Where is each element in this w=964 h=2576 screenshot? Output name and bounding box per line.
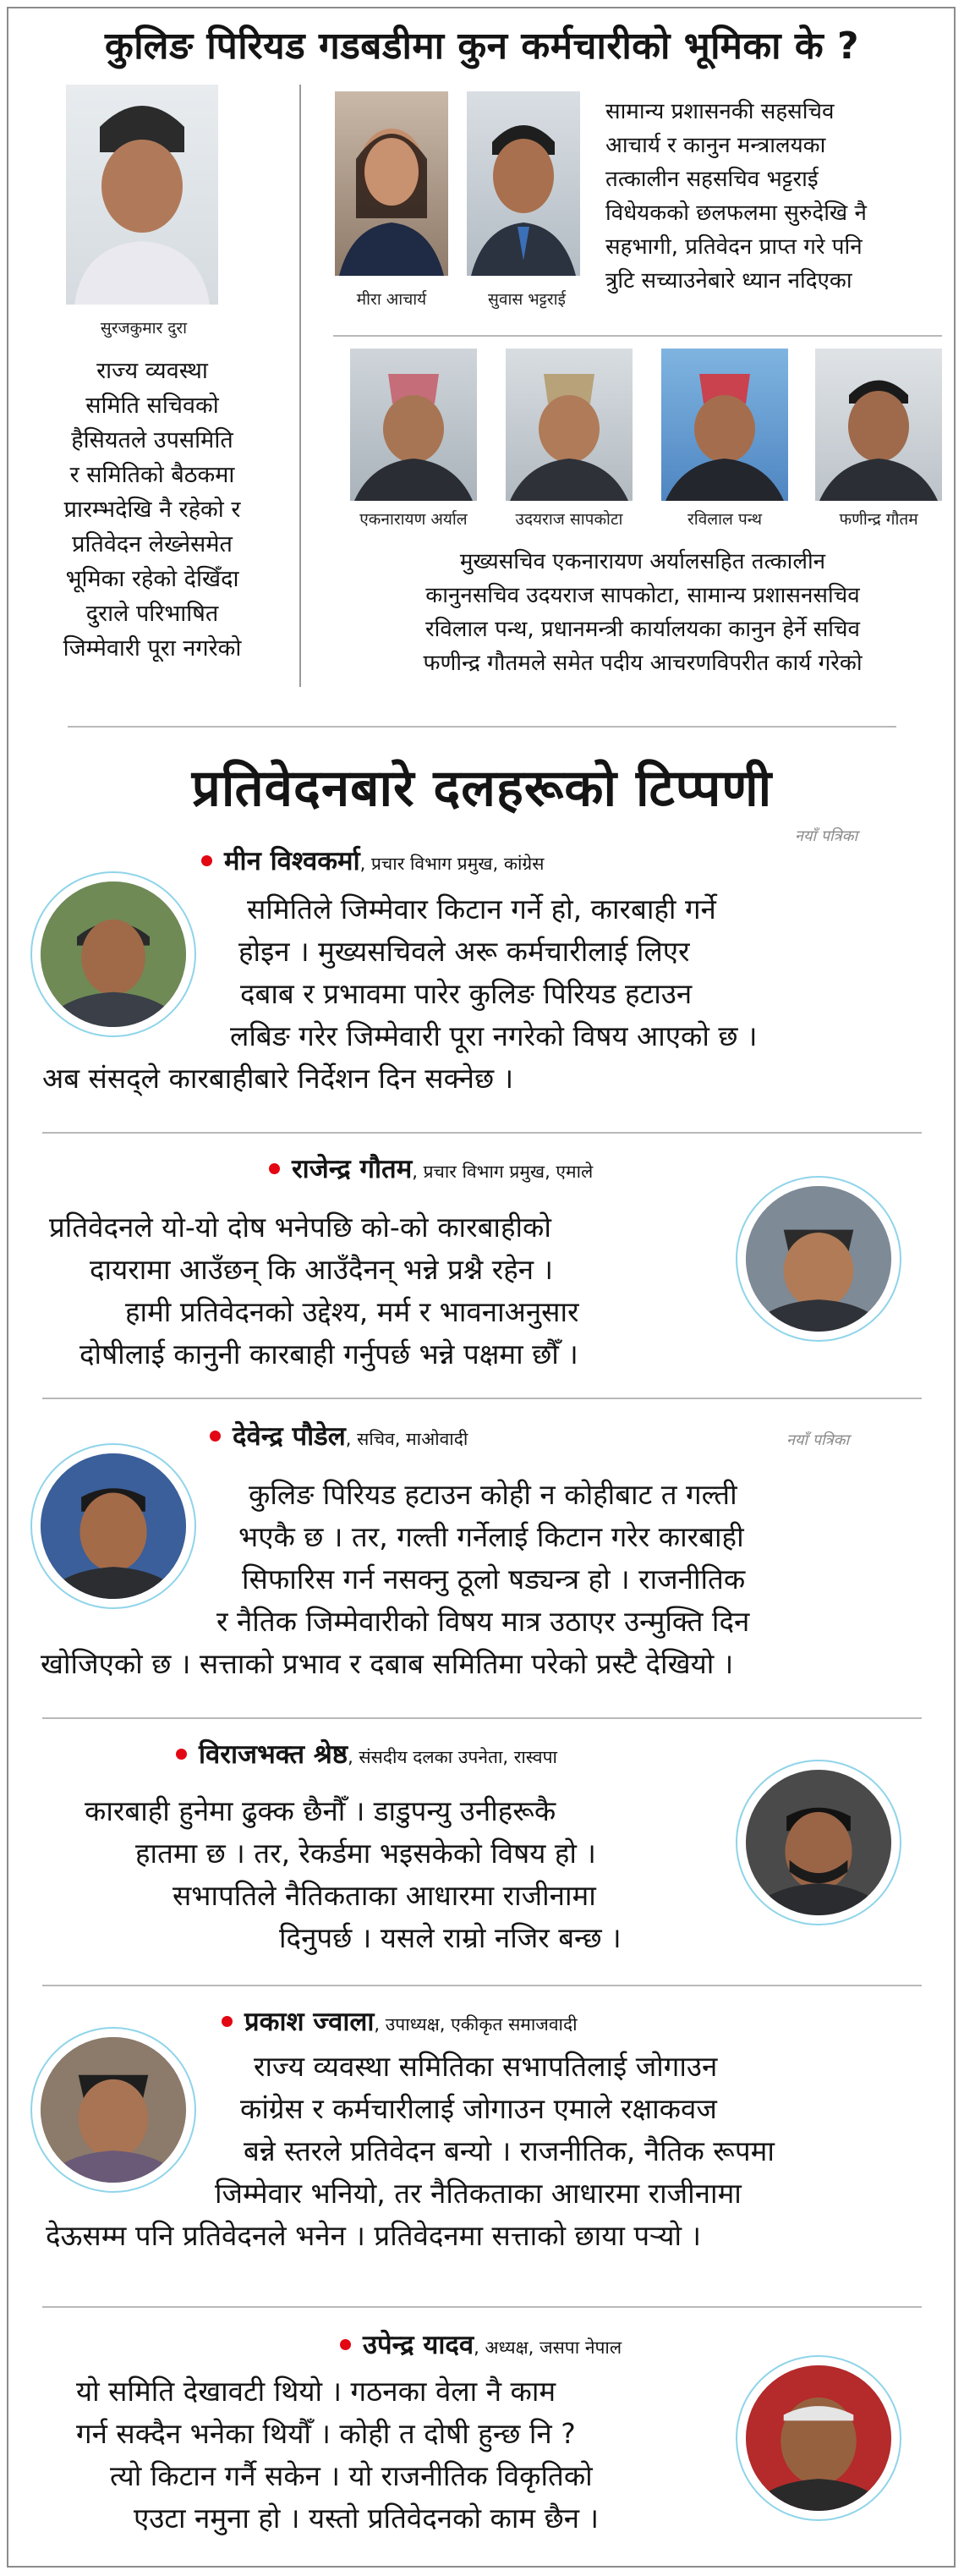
quote-line: र नैतिक जिम्मेवारीको विषय मात्र उठाएर उन्मुक्ति दिन [216, 1605, 750, 1638]
commenter-heading [222, 2003, 578, 2039]
commenter-role: , उपाध्यक्ष, एकीकृत समाजवादी [374, 2014, 578, 2035]
quote-line: होइन । मुख्यसचिवले अरू कर्मचारीलाई लिएर [238, 935, 690, 968]
comment-quote [51, 1790, 744, 1959]
text-line: सहभागी, प्रतिवेदन प्राप्त गरे पनि [605, 234, 863, 260]
bullet-dot [201, 855, 212, 866]
quote-line: जिम्मेवार भनियो, तर नैतिकताका आधारमा राजीनामा [215, 2177, 742, 2210]
portrait-photo-subas-bhattarai [467, 91, 580, 276]
caption-meera-acharya: मीरा आचार्य [356, 290, 427, 309]
caption-eknarayan-aryal: एकनारायण अर्याल [359, 510, 468, 529]
quote-line: सभापतिले नैतिकताका आधारमा राजीनामा [173, 1879, 596, 1912]
quote-line: अब संसद्‌ले कारबाहीबारे निर्देशन दिन सक्नेछ । [42, 1062, 514, 1095]
commenter-heading [269, 1151, 593, 1186]
text-line: प्रारम्भदेखि नै रहेको र [63, 497, 241, 523]
portrait-photo-suraj-dura [66, 85, 218, 305]
commenter-heading [210, 1418, 468, 1453]
photo-credit: नयाँ पत्रिका [786, 1431, 850, 1449]
text-line: आचार्य र कानुन मन्त्रालयका [605, 133, 826, 158]
commenter-photo-circle [736, 1176, 901, 1342]
quote-line: दायरामा आउँछन् कि आउँदैनन् भन्ने प्रश्नै रहेन । [90, 1253, 554, 1286]
quote-line: यो समिति देखावटी थियो । गठनका वेला नै काम [76, 2375, 556, 2408]
quote-line: बन्ने स्तरले प्रतिवेदन बन्यो । राजनीतिक, नैतिक रूपमा [244, 2134, 775, 2167]
portrait-photo-phanindra-gautam [815, 349, 942, 501]
commenter-name: राजेन्द्र गौतम [292, 1154, 413, 1184]
quote-line: हामी प्रतिवेदनको उद्देश्य, मर्म र भावनाअनुसार [125, 1295, 579, 1328]
quote-line: गर्न सक्दैन भनेका थियौँ । कोही त दोषी हुन्छ नि ? [76, 2417, 576, 2450]
commenter-heading [176, 1736, 557, 1771]
commenter-role: , प्रचार विभाग प्रमुख, कांग्रेस [359, 854, 545, 874]
text-line: र समितिको बैठकमा [69, 462, 235, 488]
caption-rabilal-panth: रविलाल पन्थ [687, 510, 762, 529]
quote-line: त्यो किटान गर्नै सकेन । यो राजनीतिक विकृतिको [110, 2459, 593, 2492]
text-line: राज्य व्यवस्था [96, 358, 208, 384]
quote-line: खोजिएको छ । सत्ताको प्रभाव र दबाब समितिमा परेको प्रस्टै देखियो । [41, 1647, 734, 1680]
comment-divider [42, 1398, 922, 1399]
text-line: सामान्य प्रशासनकी सहसचिव [605, 99, 835, 124]
quote-line: समितिले जिम्मेवार किटान गर्ने हो, कारबाही गर्ने [247, 893, 716, 925]
text-line: जिम्मेवारी पूरा नगरेको [63, 635, 242, 662]
comment-divider [42, 1985, 922, 1986]
caption-udayaraj-sapkota: उदयराज सापकोटा [515, 510, 623, 529]
comment-quote [52, 2370, 746, 2540]
caption-phanindra-gautam: फणीन्द्र गौतम [839, 510, 918, 529]
text-line: मुख्यसचिव एकनारायण अर्यालसहित तत्कालीन [459, 549, 826, 574]
quote-line: लबिङ गरेर जिम्मेवारी पूरा नगरेको विषय आएको छ । [230, 1019, 758, 1052]
bullet-dot [340, 2339, 351, 2350]
quote-line: एउटा नमुना हो । यस्तो प्रतिवेदनको काम छैन । [134, 2502, 600, 2535]
commenter-name: विराजभक्त श्रेष्ठ [199, 1739, 348, 1770]
commenter-role: , संसदीय दलका उपनेता, रास्वपा [348, 1747, 557, 1767]
page-headline: कुलिङ पिरियड गडबडीमा कुन कर्मचारीको भूमिका के ? [104, 25, 860, 68]
caption-suraj-dura: सुरजकुमार दुरा [100, 319, 188, 338]
text-line: समिति सचिवको [85, 393, 219, 419]
commenter-name: प्रकाश ज्वाला [244, 2007, 375, 2037]
commenter-role: , अध्यक्ष, जसपा नेपाल [474, 2337, 622, 2358]
quote-line: राज्य व्यवस्था समितिका सभापतिलाई जोगाउन [254, 2050, 718, 2083]
quote-line: दोषीलाई कानुनी कारबाही गर्नुपर्छ भन्ने पक्षमा छौँ । [79, 1337, 578, 1370]
comment-quote [37, 888, 934, 1100]
comment-divider [42, 2306, 922, 2308]
photo-credit: नयाँ पत्रिका [795, 827, 858, 845]
bullet-dot [210, 1431, 221, 1442]
left-panel-text [17, 354, 288, 666]
quote-line: सिफारिस गर्न नसक्नु ठूलो षड्यन्त्र हो । राजनीतिक [242, 1563, 746, 1596]
text-line: त्रुटि सच्याउनेबारे ध्यान नदिएका [605, 268, 852, 294]
text-line: भूमिका रहेको देखिँदा [65, 566, 239, 592]
quote-line: दिनुपर्छ । यसले राम्रो नजिर बन्छ । [279, 1921, 622, 1954]
commenter-name: उपेन्द्र यादव [363, 2330, 474, 2360]
comment-divider [42, 1132, 922, 1134]
comment-divider [42, 1717, 922, 1719]
caption-subas-bhattarai: सुवास भट्टराई [488, 290, 566, 309]
section-title: प्रतिवेदनबारे दलहरूको टिप्पणी [191, 759, 773, 818]
bullet-dot [222, 2016, 233, 2027]
commenter-name: देवेन्द्र पौडेल [233, 1421, 346, 1452]
comment-quote [41, 2046, 937, 2257]
commenter-photo-circle [736, 2355, 901, 2521]
quote-line: भएकै छ । तर, गल्ती गर्नेलाई किटान गरेर कारबाही [238, 1520, 744, 1553]
quote-line: कारबाही हुनेमा ढुक्क छैनौँ । डाडुपन्यु उनीहरूकै [85, 1794, 556, 1827]
portrait-photo-rabilal-panth [661, 349, 788, 501]
bullet-dot [176, 1749, 187, 1760]
quote-line: हातमा छ । तर, रेकर्डमा भइसकेको विषय हो । [135, 1837, 596, 1870]
commenter-name: मीन विश्वकर्मा [224, 846, 360, 876]
quote-line: कुलिङ पिरियड हटाउन कोही न कोहीबाट त गल्ती [249, 1478, 737, 1511]
text-line: फणीन्द्र गौतमले समेत पदीय आचरणविपरीत कार्य गरेको [423, 651, 863, 676]
quote-line: कांग्रेस र कर्मचारीलाई जोगाउन एमाले रक्षाकवज [240, 2092, 717, 2125]
portrait-photo-meera-acharya [335, 91, 448, 276]
section-divider [68, 726, 896, 728]
text-line: दुराले परिभाषित [85, 601, 219, 627]
text-line: रविलाल पन्थ, प्रधानमन्त्री कार्यालयका कानुन हेर्ने सचिव [424, 617, 861, 642]
commenter-role: , प्रचार विभाग प्रमुख, एमाले [412, 1162, 594, 1182]
bullet-dot [269, 1163, 280, 1174]
comment-quote [42, 1206, 736, 1376]
portrait-photo-udayaraj-sapkota [506, 349, 633, 501]
commenter-heading [340, 2326, 622, 2362]
commenter-photo-circle [736, 1760, 901, 1925]
row-divider [333, 335, 942, 337]
text-line: हैसियतले उपसमिति [71, 427, 233, 453]
text-line: कानुनसचिव उदयराज सापकोटा, सामान्य प्रशासनसचिव [425, 583, 860, 608]
portrait-photo-eknarayan-aryal [350, 349, 477, 501]
commenter-role: , सचिव, माओवादी [345, 1429, 468, 1449]
middle-right-text [330, 545, 956, 680]
quote-line: देऊसम्म पनि प्रतिवेदनले भनेन । प्रतिवेदनमा सत्ताको छाया पर्‍यो । [46, 2219, 702, 2252]
column-divider [299, 85, 301, 687]
text-line: प्रतिवेदन लेख्नेसमेत [72, 531, 233, 557]
commenter-heading [201, 843, 544, 878]
text-line: विधेयकको छलफलमा सुरुदेखि नै [605, 200, 867, 226]
quote-line: दबाब र प्रभावमा पारेर कुलिङ पिरियड हटाउन [240, 977, 693, 1010]
quote-line: प्रतिवेदनले यो-यो दोष भनेपछि को-को कारबाहीको [49, 1211, 551, 1244]
top-right-text [605, 95, 961, 298]
text-line: तत्कालीन सहसचिव भट्टराई [605, 167, 819, 192]
comment-quote [41, 1474, 937, 1685]
